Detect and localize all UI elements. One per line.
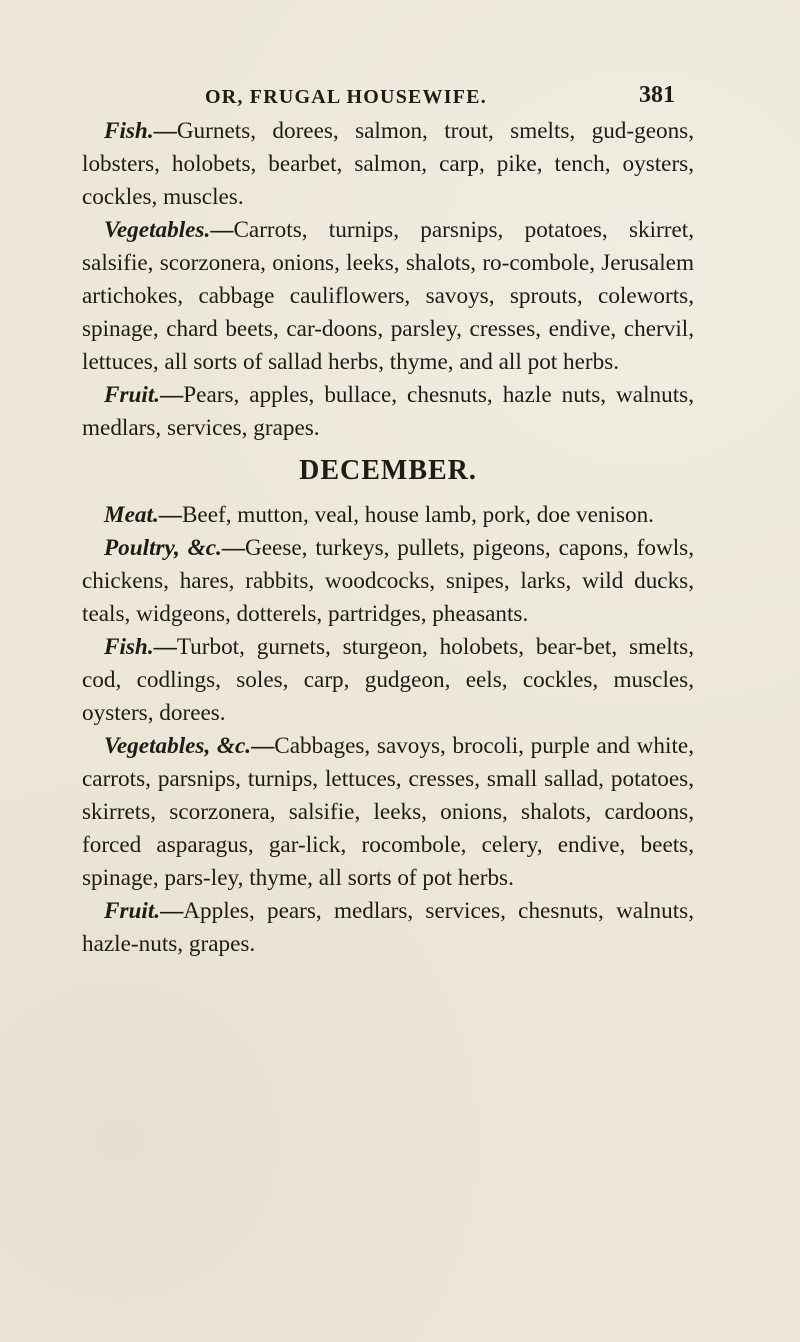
entry-poultry-december — [82, 532, 694, 631]
entry-text: Carrots, turnips, parsnips, potatoes, skirret, salsifie, scorzonera, onions, leeks, shalots, ro-combole, Jerusalem artichokes, cabbage cauliflowers, savoys, sprouts, coleworts, spinage, chard beets, car-doons, parsley, cresses, endive, chervil, lettuces, all sorts of sallad herbs, thyme, and all pot herbs. — [82, 217, 694, 375]
entry-vegetables-top — [82, 214, 694, 379]
entry-dash: — — [210, 217, 234, 243]
entry-text: Cabbages, savoys, brocoli, purple and white, carrots, parsnips, turnips, lettuces, cresses, small sallad, potatoes, skirrets, scorzonera, salsifie, leeks, onions, shalots, cardoons, forced asparagus, gar-lick, rocombole, celery, endive, beets, spinage, pars-ley, thyme, all sorts of pot herbs. — [82, 733, 694, 891]
running-title: OR, FRUGAL HOUSEWIFE. — [205, 86, 487, 108]
entry-label: Fruit. — [104, 382, 161, 408]
entry-label: Vegetables, &c. — [104, 733, 252, 759]
entry-label: Fruit. — [104, 898, 161, 924]
entry-fruit-december — [82, 895, 694, 961]
main-content — [82, 115, 694, 961]
entry-label: Fish. — [104, 634, 154, 660]
entry-label: Vegetables. — [104, 217, 211, 243]
entry-text: Geese, turkeys, pullets, pigeons, capons, fowls, chickens, hares, rabbits, woodcocks, snipes, larks, wild ducks, teals, widgeons, dotterels, partridges, pheasants. — [82, 535, 694, 627]
entry-label: Fish. — [104, 118, 154, 144]
entry-fruit-top — [82, 379, 694, 445]
entry-label: Poultry, &c. — [104, 535, 222, 561]
entry-text: Apples, pears, medlars, services, chesnuts, walnuts, hazle-nuts, grapes. — [82, 898, 694, 957]
entry-dash: — — [153, 634, 177, 660]
entry-label: Meat. — [104, 502, 159, 528]
entry-dash: — — [158, 502, 182, 528]
page-header — [205, 82, 675, 114]
entry-text: Pears, apples, bullace, chesnuts, hazle nuts, walnuts, medlars, services, grapes. — [82, 382, 694, 441]
entry-text: Beef, mutton, veal, house lamb, pork, doe venison. — [181, 502, 654, 528]
entry-vegetables-december — [82, 730, 694, 895]
entry-dash: — — [160, 898, 184, 924]
section-heading-december: DECEMBER. — [299, 455, 477, 486]
entry-meat-december — [82, 499, 694, 532]
entry-dash: — — [153, 118, 177, 144]
page-number: 381 — [639, 82, 675, 108]
entry-fish-top — [82, 115, 694, 214]
entry-fish-december — [82, 631, 694, 730]
entry-dash: — — [221, 535, 245, 561]
entry-dash: — — [160, 382, 184, 408]
entry-dash: — — [251, 733, 275, 759]
entry-text: Gurnets, dorees, salmon, trout, smelts, gud-geons, lobsters, holobets, bearbet, salmon, carp, pike, tench, oysters, cockles, muscles. — [82, 118, 694, 210]
entry-text: Turbot, gurnets, sturgeon, holobets, bear-bet, smelts, cod, codlings, soles, carp, gudgeon, eels, cockles, muscles, oysters, dorees. — [82, 634, 694, 726]
